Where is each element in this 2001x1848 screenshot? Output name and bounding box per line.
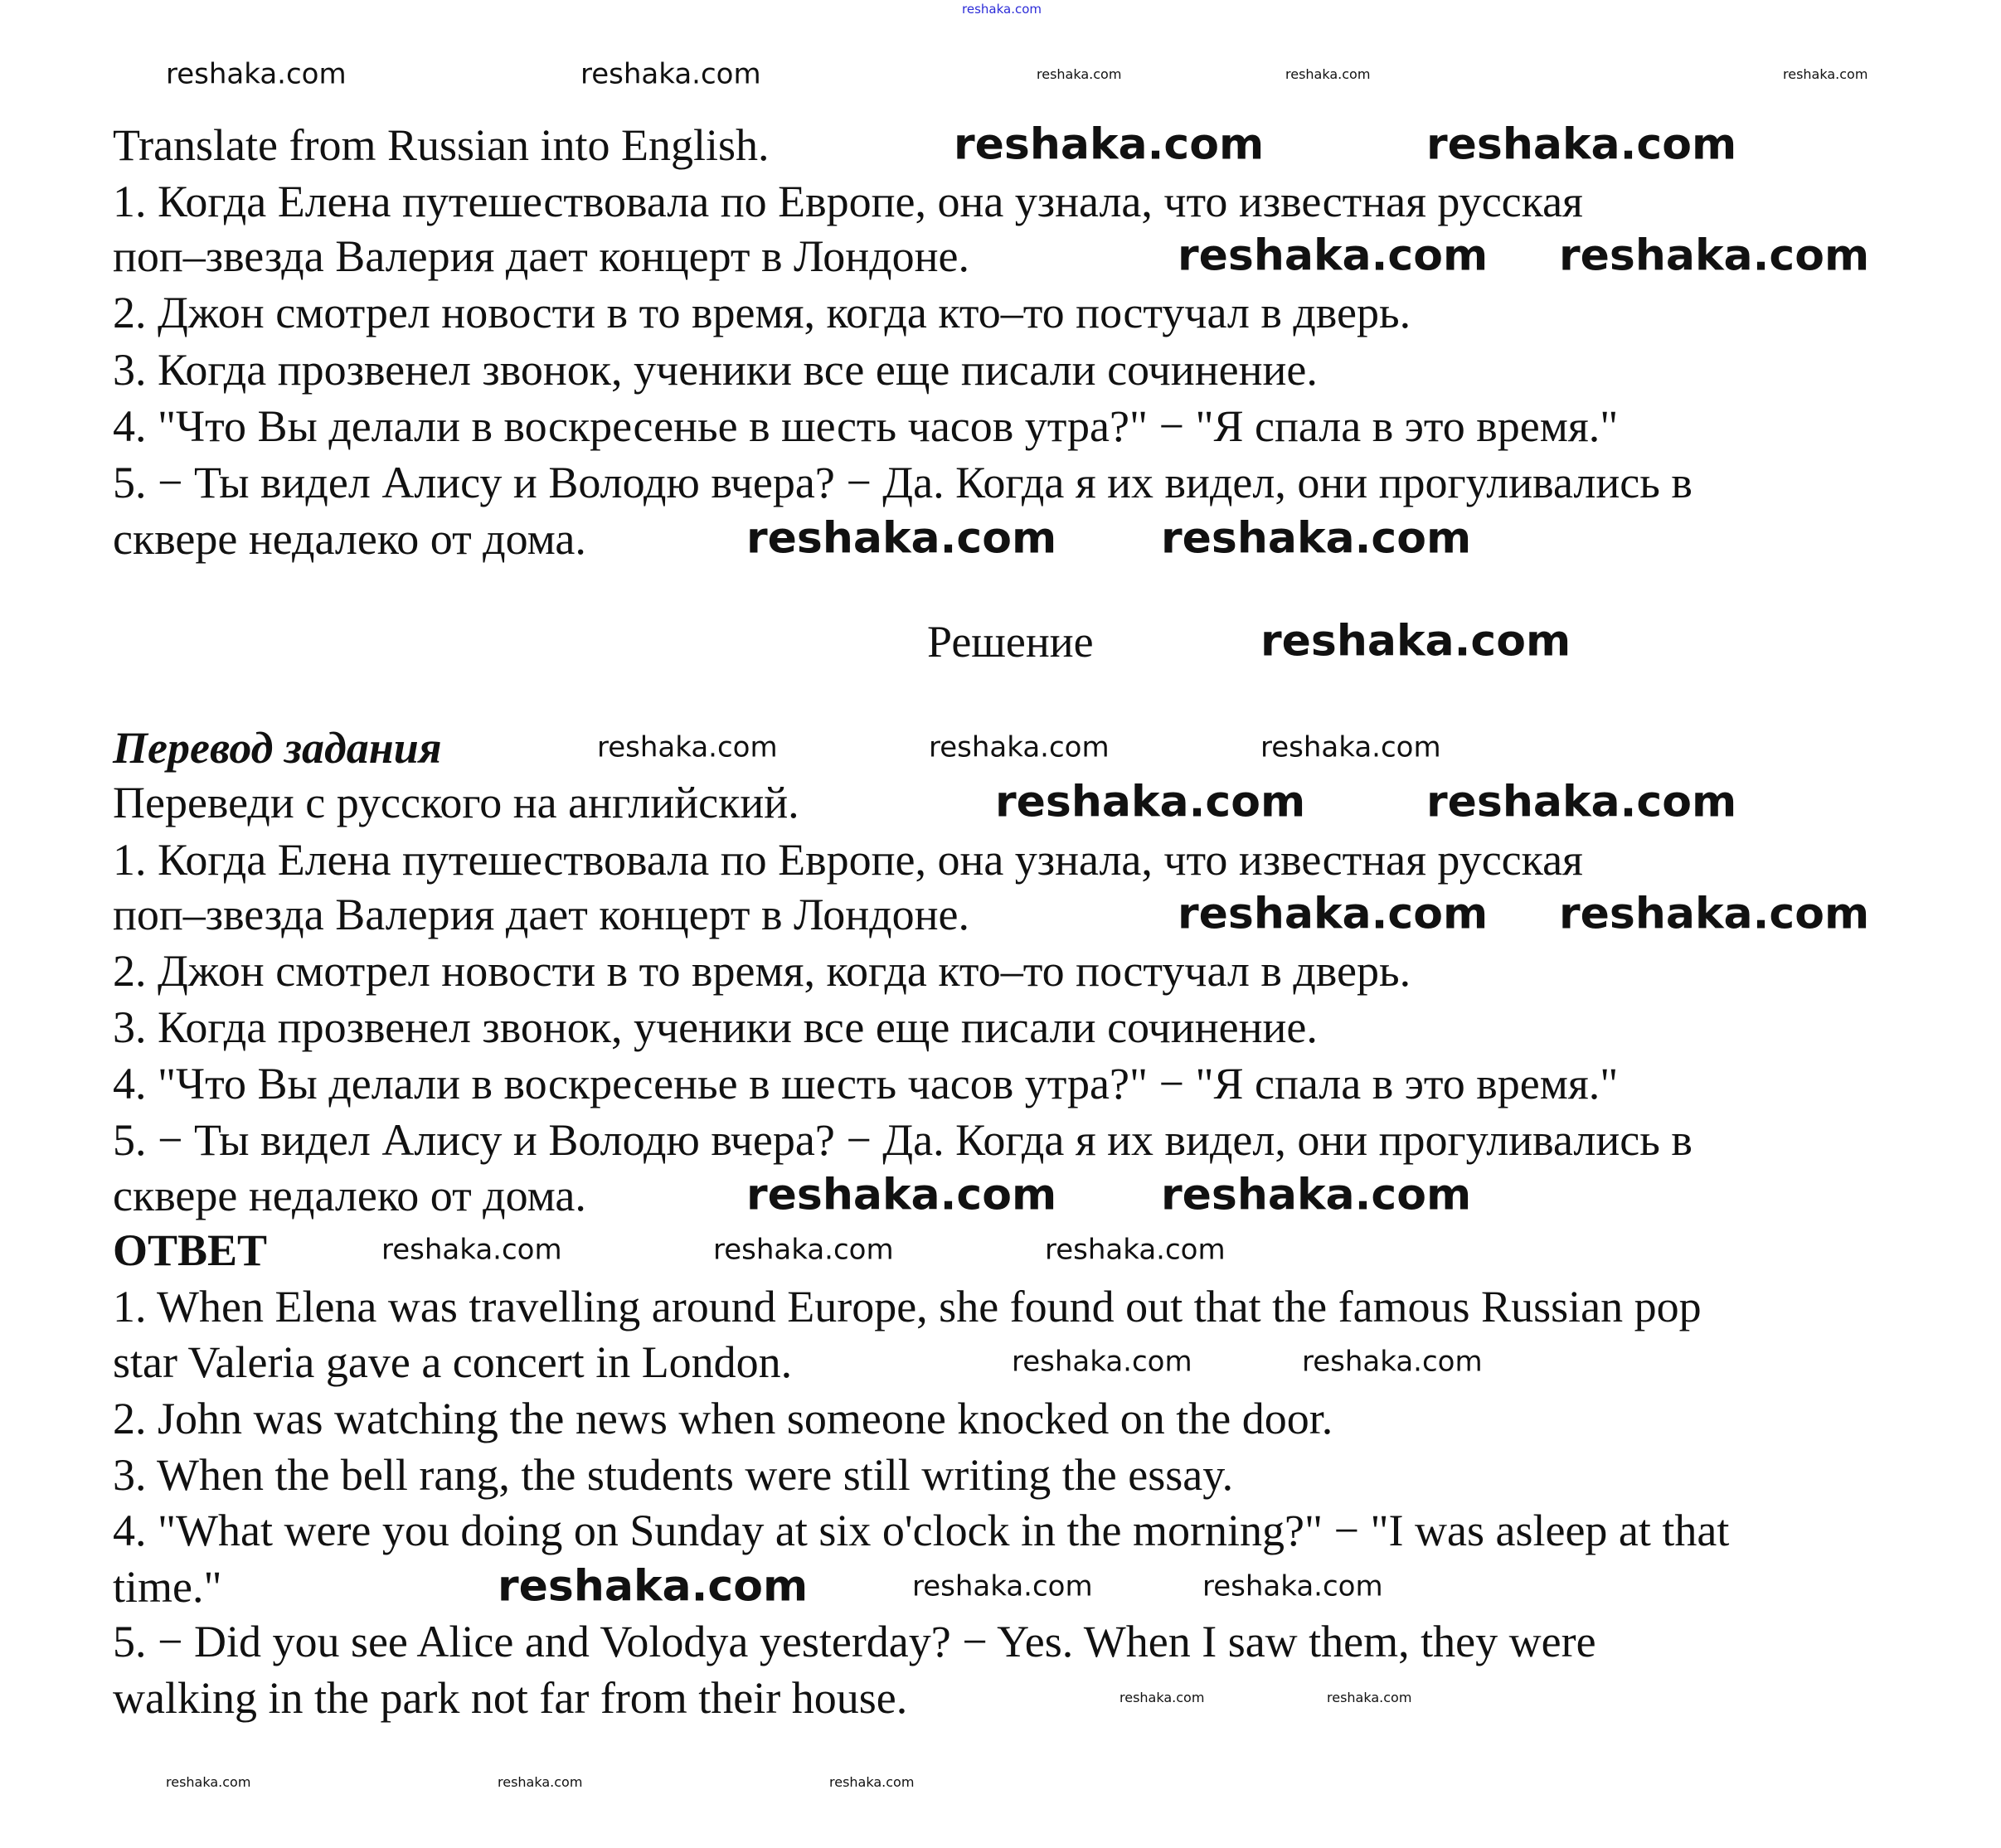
watermark: reshaka.com bbox=[995, 777, 1306, 827]
task-line: 3. Когда прозвенел звонок, ученики все еще писали сочинение. bbox=[113, 345, 1318, 395]
answer-heading: ОТВЕТ bbox=[113, 1225, 268, 1275]
translation-line: 3. Когда прозвенел звонок, ученики все еще писали сочинение. bbox=[113, 1002, 1318, 1052]
watermark: reshaka.com bbox=[1260, 616, 1571, 667]
watermark: reshaka.com bbox=[1119, 1690, 1205, 1706]
answer-line: 3. When the bell rang, the students were still writing the essay. bbox=[113, 1450, 1234, 1500]
watermark: reshaka.com bbox=[1202, 1569, 1383, 1603]
translation-line: 5. − Ты видел Алису и Володю вчера? − Да. Когда я их видел, они прогуливались в bbox=[113, 1115, 1693, 1165]
watermark: reshaka.com bbox=[929, 730, 1110, 764]
task-line: 2. Джон смотрел новости в то время, когда кто–то постучал в дверь. bbox=[113, 288, 1411, 337]
answer-line: 4. "What were you doing on Sunday at six o'clock in the morning?" − "I was asleep at that bbox=[113, 1506, 1730, 1555]
watermark: reshaka.com bbox=[1045, 1233, 1226, 1267]
task-line: 4. "Что Вы делали в воскресенье в шесть часов утра?" − "Я спала в это время." bbox=[113, 401, 1619, 451]
answer-line: star Valeria gave a concert in London. bbox=[113, 1337, 793, 1387]
watermark: reshaka.com bbox=[1426, 777, 1737, 827]
answer-line: 2. John was watching the news when someone knocked on the door. bbox=[113, 1394, 1333, 1443]
answer-line: 5. − Did you see Alice and Volodya yesterday? − Yes. When I saw them, they were bbox=[113, 1617, 1596, 1666]
translation-line: поп–звезда Валерия дает концерт в Лондоне. bbox=[113, 890, 970, 939]
task-line: сквере недалеко от дома. bbox=[113, 514, 586, 564]
watermark: reshaka.com bbox=[498, 1774, 583, 1791]
watermark: reshaka.com bbox=[580, 57, 761, 91]
watermark: reshaka.com bbox=[498, 1561, 809, 1612]
answer-line: walking in the park not far from their house. bbox=[113, 1673, 908, 1723]
task-line: 1. Когда Елена путешествовала по Европе, она узнала, что известная русская bbox=[113, 177, 1583, 226]
watermark: reshaka.com bbox=[713, 1233, 894, 1267]
watermark: reshaka.com bbox=[1161, 1170, 1472, 1220]
watermark: reshaka.com bbox=[1178, 889, 1489, 939]
watermark: reshaka.com bbox=[166, 57, 347, 91]
translation-title: Переведи с русского на английский. bbox=[113, 778, 799, 827]
watermark: reshaka.com bbox=[746, 513, 1057, 564]
task-line: 5. − Ты видел Алису и Володю вчера? − Да. Когда я их видел, они прогуливались в bbox=[113, 458, 1693, 507]
watermark: reshaka.com bbox=[1783, 66, 1868, 83]
watermark: reshaka.com bbox=[1559, 889, 1870, 939]
watermark: reshaka.com bbox=[1559, 230, 1870, 281]
translation-line: сквере недалеко от дома. bbox=[113, 1171, 586, 1220]
translation-heading: Перевод задания bbox=[113, 723, 442, 773]
watermark: reshaka.com bbox=[829, 1774, 915, 1791]
watermark: reshaka.com bbox=[1012, 1345, 1192, 1379]
translation-line: 4. "Что Вы делали в воскресенье в шесть часов утра?" − "Я спала в это время." bbox=[113, 1059, 1619, 1108]
watermark: reshaka.com bbox=[954, 119, 1265, 170]
watermark: reshaka.com bbox=[1161, 513, 1472, 564]
top-site-link[interactable]: reshaka.com bbox=[962, 2, 1042, 17]
watermark: reshaka.com bbox=[1260, 730, 1441, 764]
watermark: reshaka.com bbox=[1302, 1345, 1483, 1379]
task-line: поп–звезда Валерия дает концерт в Лондоне. bbox=[113, 231, 970, 281]
watermark: reshaka.com bbox=[1426, 119, 1737, 170]
task-title: Translate from Russian into English. bbox=[113, 120, 770, 170]
translation-line: 2. Джон смотрел новости в то время, когда кто–то постучал в дверь. bbox=[113, 946, 1411, 996]
watermark: reshaka.com bbox=[597, 730, 778, 764]
watermark: reshaka.com bbox=[1327, 1690, 1412, 1706]
answer-line: time." bbox=[113, 1562, 222, 1612]
watermark: reshaka.com bbox=[1037, 66, 1122, 83]
translation-line: 1. Когда Елена путешествовала по Европе, она узнала, что известная русская bbox=[113, 835, 1583, 885]
watermark: reshaka.com bbox=[912, 1569, 1093, 1603]
answer-line: 1. When Elena was travelling around Europe, she found out that the famous Russian pop bbox=[113, 1282, 1702, 1331]
watermark: reshaka.com bbox=[166, 1774, 251, 1791]
watermark: reshaka.com bbox=[746, 1170, 1057, 1220]
watermark: reshaka.com bbox=[1285, 66, 1371, 83]
solution-heading: Решение bbox=[927, 617, 1094, 667]
watermark: reshaka.com bbox=[1178, 230, 1489, 281]
watermark: reshaka.com bbox=[381, 1233, 562, 1267]
